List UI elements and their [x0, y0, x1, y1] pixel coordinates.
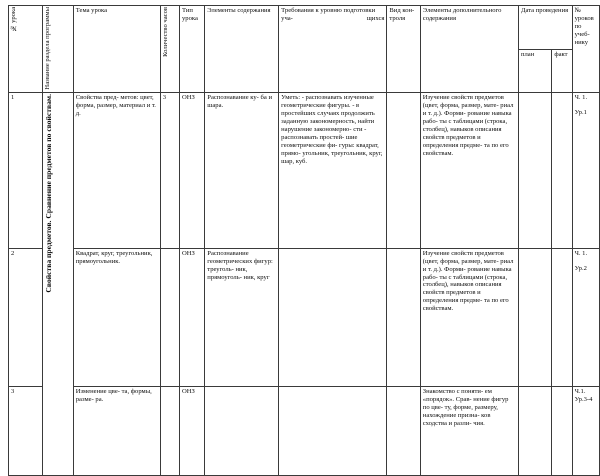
cell-hours — [160, 387, 179, 475]
header-lesson-no: № урока — [9, 6, 43, 93]
header-date: Дата проведения — [518, 6, 572, 50]
cell-topic: Свойства пред- метов: цвет, форма, размер, материал и т. д. — [73, 93, 160, 248]
cell-date-fact — [552, 248, 572, 387]
cell-requirements — [279, 387, 387, 475]
cell-date-fact — [552, 387, 572, 475]
header-row-main — [9, 6, 600, 50]
table-row — [9, 387, 600, 475]
cell-content-elements: Распознавание геометрических фигур: треуголь- ник, прямоуголь- ник, круг — [205, 248, 279, 387]
cell-textbook-lesson: Ч. 1. Ур.1 — [572, 93, 599, 248]
cell-additional-content: Знакомство с поняти- ем «порядок». Срав- нение фигур по цве- ту, форме, размеру, нахождение призна- ков сходства и разли- чия. — [420, 387, 518, 475]
cell-control-type — [387, 93, 420, 248]
cell-textbook-lesson: Ч. 1. Ур.2 — [572, 248, 599, 387]
cell-textbook-lesson: Ч.1. Ур.3-4 — [572, 387, 599, 475]
header-content-elements: Элементы содержания — [205, 6, 279, 93]
cell-requirements — [279, 248, 387, 387]
cell-content-elements — [205, 387, 279, 475]
table-body — [9, 93, 600, 475]
cell-date-plan — [518, 93, 551, 248]
cell-requirements: Уметь: - распознавать изученные геометрические фигуры. - в простейших случаях продолжить заданную закономерность, найти нарушение закономерно- сти - распознавать простей- шие геометрические фи- гуры: квадрат, прямо- угольник, треугольник, круг, шар, куб. — [279, 93, 387, 248]
header-hours-count: Количество часов — [160, 6, 179, 93]
header-textbook-lessons: № уроков по учеб- нику — [572, 6, 599, 93]
header-section-name: Название раздела программы — [43, 6, 73, 93]
cell-date-plan — [518, 387, 551, 475]
lesson-plan-table — [8, 5, 600, 476]
cell-lesson-no: 2 — [9, 248, 43, 387]
header-additional-content: Элементы дополнительного содержания — [420, 6, 518, 93]
cell-lesson-type: ОНЗ — [179, 248, 204, 387]
cell-control-type — [387, 248, 420, 387]
cell-lesson-no: 1 — [9, 93, 43, 248]
cell-topic: Изменение цве- та, формы, разме- ра. — [73, 387, 160, 475]
header-requirements: Требования к уровню подготовки уча- щихся — [279, 6, 387, 93]
table-header — [9, 6, 600, 93]
cell-topic: Квадрат, круг, треугольник, прямоугольник. — [73, 248, 160, 387]
header-lesson-type: Тип урока — [179, 6, 204, 93]
header-control-type: Вид кон- троля — [387, 6, 420, 93]
cell-date-plan — [518, 248, 551, 387]
header-date-fact: факт — [552, 49, 572, 93]
table-row — [9, 248, 600, 387]
table-row — [9, 93, 600, 248]
cell-control-type — [387, 387, 420, 475]
cell-hours: 3 — [160, 93, 179, 248]
cell-lesson-type: ОНЗ — [179, 93, 204, 248]
cell-hours — [160, 248, 179, 387]
cell-lesson-no: 3 — [9, 387, 43, 475]
header-topic: Тема урока — [73, 6, 160, 93]
cell-additional-content: Изучение свойств предметов (цвет, форма, размер, мате- риал и т. д.). Форми- рование навыка рабо- ты с таблицами (строка, столбец), навыков описания свойств предметов и определения предме- та по его свойствам. — [420, 248, 518, 387]
cell-date-fact — [552, 93, 572, 248]
cell-additional-content: Изучение свойств предметов (цвет, форма, размер, мате- риал и т. д.). Форми- рование навыка рабо- ты с таблицами (строка, столбец), навыков описания свойств предметов и определения предме- та по его свойствам. — [420, 93, 518, 248]
cell-content-elements: Распознавание ку- ба и шара. — [205, 93, 279, 248]
cell-section-name: Свойства предметов. Сравнение предметов по свойствам. — [43, 93, 73, 475]
header-date-plan: план — [518, 49, 551, 93]
cell-lesson-type: ОНЗ — [179, 387, 204, 475]
